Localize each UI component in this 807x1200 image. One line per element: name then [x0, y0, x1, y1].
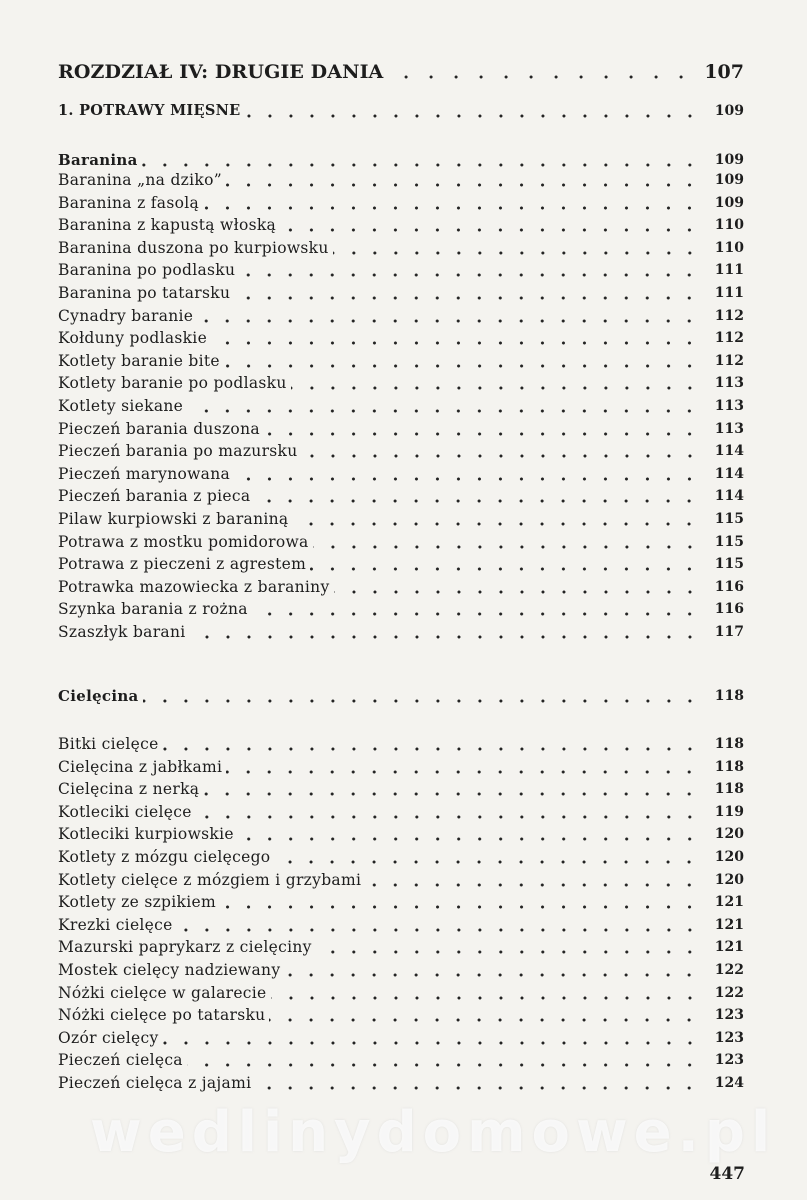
leader-dots: [143, 684, 700, 704]
entry-title: Kotlety ze szpikiem: [58, 893, 216, 911]
entry-page: 118: [714, 736, 744, 752]
entry-page: 112: [714, 330, 744, 346]
entry-title: Kotleciki kurpiowskie: [58, 825, 234, 843]
section-heading: [58, 99, 744, 121]
entry-title: Baranina „na dziko”: [58, 171, 222, 189]
entry-page: 120: [714, 826, 744, 842]
toc-entry: [58, 575, 744, 597]
toc-entry: [58, 281, 744, 303]
entry-page: 113: [714, 375, 744, 391]
leader-dots: [292, 507, 700, 527]
leader-dots: [190, 620, 700, 640]
group-heading: [58, 684, 744, 706]
toc-entry: [58, 304, 744, 326]
entry-page: 114: [714, 488, 744, 504]
leader-dots: [203, 191, 700, 211]
entry-title: Pieczeń barania po mazursku: [58, 442, 298, 460]
entry-title: Bitki cielęce: [58, 735, 159, 753]
leader-dots: [187, 394, 700, 414]
leader-dots: [220, 890, 700, 910]
entry-page: 118: [714, 688, 744, 704]
toc-entry: [58, 439, 744, 461]
toc-entry: [58, 800, 744, 822]
leader-dots: [226, 755, 700, 775]
toc-entry: [58, 958, 744, 980]
toc-entry: [58, 417, 744, 439]
entry-page: 112: [714, 308, 744, 324]
toc-entry: [58, 552, 744, 574]
entry-title: Szaszłyk barani: [58, 623, 186, 641]
entry-page: 116: [714, 601, 744, 617]
entry-title: Ozór cielęcy: [58, 1029, 159, 1047]
toc-entry: [58, 462, 744, 484]
leader-dots: [238, 822, 700, 842]
entry-page: 114: [714, 443, 744, 459]
toc-entry: [58, 597, 744, 619]
toc-entry: [58, 258, 744, 280]
leader-dots: [365, 868, 700, 888]
toc-entry: [58, 213, 744, 235]
toc-entry: [58, 1071, 744, 1093]
entry-title: Baranina duszona po kurpiowsku: [58, 239, 329, 257]
entry-title: Kotlety baranie bite: [58, 352, 220, 370]
entry-title: Kotleciki cielęce: [58, 803, 192, 821]
leader-dots: [310, 552, 700, 572]
toc-entry: [58, 191, 744, 213]
entry-title: Krezki cielęce: [58, 916, 173, 934]
toc-entry: [58, 845, 744, 867]
leader-dots: [271, 981, 700, 1001]
toc-entry: [58, 868, 744, 890]
toc-entry: [58, 1026, 744, 1048]
entry-page: 123: [714, 1052, 744, 1068]
entry-title: Baranina: [58, 151, 138, 169]
toc-entry: [58, 981, 744, 1003]
entry-page: 117: [714, 624, 744, 640]
entry-title: Baranina po tatarsku: [58, 284, 231, 302]
entry-title: Mostek cielęcy nadziewany: [58, 961, 281, 979]
entry-page: 123: [714, 1030, 744, 1046]
group-heading: [58, 148, 744, 170]
entry-page: 112: [714, 353, 744, 369]
toc-entry: [58, 236, 744, 258]
toc-entry: [58, 530, 744, 552]
leader-dots: [280, 213, 700, 233]
toc-entry: [58, 935, 744, 957]
entry-page: 110: [714, 240, 744, 256]
entry-page: 111: [714, 285, 744, 301]
entry-page: 113: [714, 421, 744, 437]
entry-title: Pieczeń marynowana: [58, 465, 231, 483]
leader-dots: [333, 236, 700, 256]
entry-page: 122: [714, 985, 744, 1001]
leader-dots: [316, 935, 700, 955]
entry-title: Szynka barania z rożna: [58, 600, 248, 618]
entry-page: 120: [714, 872, 744, 888]
entry-page: 110: [714, 217, 744, 233]
entry-title: Potrawa z pieczeni z agrestem: [58, 555, 307, 573]
entry-page: 123: [714, 1007, 744, 1023]
chapter-heading: [58, 54, 744, 82]
entry-page: 109: [714, 195, 744, 211]
toc-entry: [58, 1048, 744, 1070]
toc-entry: [58, 507, 744, 529]
leader-dots: [197, 304, 700, 324]
leader-dots: [177, 913, 700, 933]
leader-dots: [226, 168, 700, 188]
entry-title: Pieczeń barania z pieca: [58, 487, 251, 505]
leader-dots: [203, 777, 700, 797]
leader-dots: [234, 281, 700, 301]
entry-title: Nóżki cielęce w galarecie: [58, 984, 267, 1002]
toc-entry: [58, 1003, 744, 1025]
leader-dots: [163, 1026, 700, 1046]
entry-page: 114: [714, 466, 744, 482]
entry-title: Cielęcina: [58, 687, 139, 705]
leader-dots: [313, 530, 700, 550]
leader-dots: [142, 148, 700, 168]
entry-page: 115: [714, 534, 744, 550]
toc-entry: [58, 371, 744, 393]
entry-page: 111: [714, 262, 744, 278]
entry-page: 121: [714, 894, 744, 910]
toc-entry: [58, 822, 744, 844]
chapter-page: 107: [704, 61, 744, 83]
leader-dots: [387, 60, 694, 80]
entry-page: 116: [714, 579, 744, 595]
entry-title: Pieczeń barania duszona: [58, 420, 260, 438]
section-page: 109: [714, 103, 744, 119]
entry-page: 109: [714, 152, 744, 168]
entry-page: 120: [714, 849, 744, 865]
toc-entry: [58, 732, 744, 754]
leader-dots: [291, 371, 700, 391]
toc-entry: [58, 326, 744, 348]
entry-title: Potrawa z mostku pomidorowa: [58, 533, 309, 551]
toc-entry: [58, 755, 744, 777]
leader-dots: [274, 845, 700, 865]
leader-dots: [264, 417, 700, 437]
entry-page: 124: [714, 1075, 744, 1091]
entry-title: Baranina z fasolą: [58, 194, 200, 212]
entry-page: 115: [714, 556, 744, 572]
entry-title: Cielęcina z jabłkami: [58, 758, 223, 776]
entry-title: Kotlety siekane: [58, 397, 184, 415]
leader-dots: [239, 258, 700, 278]
entry-title: Pieczeń cielęca: [58, 1051, 183, 1069]
entry-title: Kołduny podlaskie: [58, 329, 208, 347]
page-number: 447: [709, 1164, 745, 1184]
section-title: 1. POTRAWY MIĘSNE: [58, 102, 241, 119]
entry-title: Potrawka mazowiecka z baraniny: [58, 578, 330, 596]
entry-page: 118: [714, 781, 744, 797]
entry-title: Mazurski paprykarz z cielęciny: [58, 938, 312, 956]
toc-entry: [58, 777, 744, 799]
entry-page: 121: [714, 939, 744, 955]
leader-dots: [252, 597, 700, 617]
entry-page: 115: [714, 511, 744, 527]
toc-entry: [58, 890, 744, 912]
leader-dots: [196, 800, 700, 820]
toc-entry: [58, 913, 744, 935]
leader-dots: [334, 575, 700, 595]
leader-dots: [284, 958, 700, 978]
toc-entry: [58, 484, 744, 506]
entry-title: Cielęcina z nerką: [58, 780, 200, 798]
leader-dots: [245, 99, 700, 119]
leader-dots: [211, 326, 700, 346]
toc-entry: [58, 394, 744, 416]
entry-title: Kotlety baranie po podlasku: [58, 374, 287, 392]
watermark: wedlinydomowe.pl: [90, 1100, 777, 1165]
leader-dots: [224, 349, 700, 369]
leader-dots: [234, 462, 700, 482]
leader-dots: [269, 1003, 700, 1023]
entry-page: 118: [714, 759, 744, 775]
leader-dots: [302, 439, 700, 459]
entry-title: Baranina z kapustą włoską: [58, 216, 277, 234]
entry-title: Pilaw kurpiowski z baraniną: [58, 510, 289, 528]
entry-title: Kotlety cielęce z mózgiem i grzybami: [58, 871, 362, 889]
toc-entry: [58, 620, 744, 642]
toc-entry: [58, 349, 744, 371]
entry-title: Nóżki cielęce po tatarsku: [58, 1006, 266, 1024]
entry-page: 113: [714, 398, 744, 414]
entry-page: 119: [714, 804, 744, 820]
chapter-title: ROZDZIAŁ IV: DRUGIE DANIA: [58, 61, 384, 83]
entry-page: 121: [714, 917, 744, 933]
entry-title: Baranina po podlasku: [58, 261, 236, 279]
toc-entry: [58, 168, 744, 190]
leader-dots: [163, 732, 700, 752]
leader-dots: [254, 484, 700, 504]
entry-title: Pieczeń cielęca z jajami: [58, 1074, 252, 1092]
entry-title: Cynadry baranie: [58, 307, 194, 325]
entry-page: 122: [714, 962, 744, 978]
entry-title: Kotlety z mózgu cielęcego: [58, 848, 271, 866]
leader-dots: [255, 1071, 700, 1091]
entry-page: 109: [714, 172, 744, 188]
leader-dots: [187, 1048, 700, 1068]
